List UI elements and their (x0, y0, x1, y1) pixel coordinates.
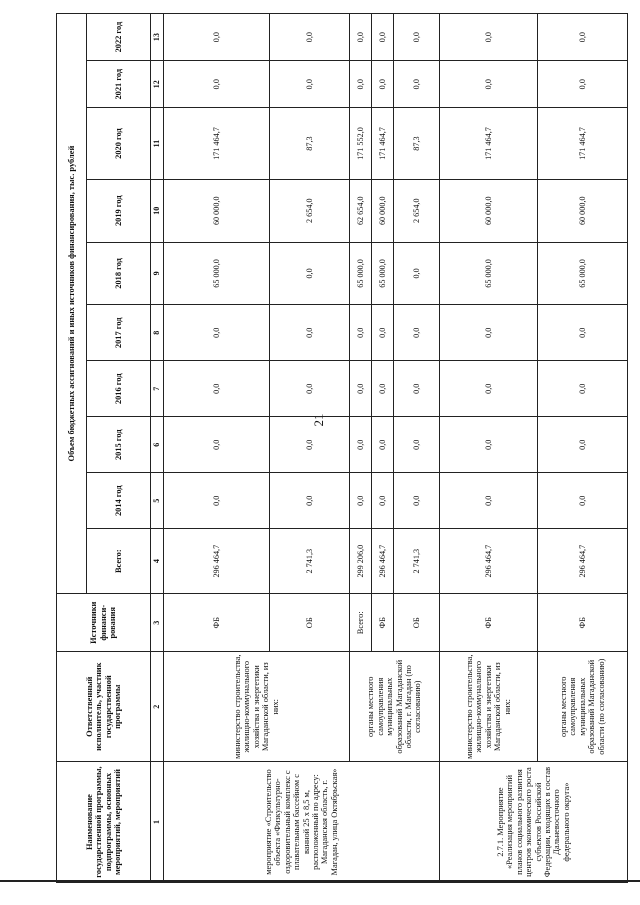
value-cell: 0,0 (440, 14, 538, 61)
value-cell: 0,0 (164, 417, 270, 473)
value-cell: 0,0 (440, 417, 538, 473)
column-index: 5 (151, 473, 164, 529)
value-cell: 60 000,0 (164, 179, 270, 242)
program-name: мероприятие «Строительство объекта «Физкультурно-оздоровительный комплекс с плавательным бассейном с ванной 25 x 8,5 м, расположенный по адресу: Магаданская область, г. Магадан, улица Октябрьская» (164, 762, 440, 883)
column-index: 7 (151, 361, 164, 417)
column-index: 13 (151, 14, 164, 61)
value-cell: 65 000,0 (372, 242, 394, 305)
value-cell: 0,0 (538, 14, 628, 61)
source-cell: ОБ (270, 594, 350, 652)
source-cell: ФБ (164, 594, 270, 652)
value-cell: 0,0 (270, 14, 350, 61)
value-cell: 87,3 (394, 108, 440, 180)
total-cell: 299 206,0 (350, 529, 372, 594)
value-cell: 0,0 (350, 61, 372, 108)
executor-cell: министерство строительства, жилищно-коммунального хозяйства и энергетики Магаданской области, из них: (164, 652, 350, 762)
value-cell: 0,0 (350, 305, 372, 361)
header-year: 2019 год (87, 179, 151, 242)
total-cell: 296 464,7 (372, 529, 394, 594)
value-cell: 0,0 (372, 473, 394, 529)
value-cell: 0,0 (440, 473, 538, 529)
column-index: 6 (151, 417, 164, 473)
value-cell: 2 654,0 (270, 179, 350, 242)
total-cell: 2 741,3 (270, 529, 350, 594)
value-cell: 0,0 (538, 473, 628, 529)
header-year: 2020 год (87, 108, 151, 180)
value-cell: 65 000,0 (440, 242, 538, 305)
source-cell: ОБ (394, 594, 440, 652)
value-cell: 0,0 (350, 361, 372, 417)
column-index: 4 (151, 529, 164, 594)
value-cell: 0,0 (270, 61, 350, 108)
value-cell: 0,0 (440, 361, 538, 417)
financing-table (56, 13, 628, 883)
source-cell: Всего: (350, 594, 372, 652)
header-year: 2022 год (87, 14, 151, 61)
source-cell: ФБ (538, 594, 628, 652)
header-year: 2016 год (87, 361, 151, 417)
header-year: 2018 год (87, 242, 151, 305)
table-row (164, 14, 270, 883)
value-cell: 0,0 (270, 417, 350, 473)
value-cell: 0,0 (350, 14, 372, 61)
rotated-table-container (56, 13, 626, 883)
value-cell: 171 464,7 (372, 108, 394, 180)
value-cell: 0,0 (350, 417, 372, 473)
header-volume: Объем бюджетных ассигнований и иных источников финансирования, тыс. рублей (57, 14, 87, 594)
column-index: 12 (151, 61, 164, 108)
column-index: 1 (151, 762, 164, 883)
value-cell: 60 000,0 (372, 179, 394, 242)
column-index: 3 (151, 594, 164, 652)
value-cell: 0,0 (394, 61, 440, 108)
value-cell: 0,0 (372, 305, 394, 361)
value-cell: 171 464,7 (538, 108, 628, 180)
header-total: Всего: (87, 529, 151, 594)
total-cell: 2 741,3 (394, 529, 440, 594)
header-executor: Ответственный исполнитель, участник государственной программы (57, 652, 151, 762)
value-cell: 62 654,0 (350, 179, 372, 242)
column-index: 10 (151, 179, 164, 242)
value-cell: 60 000,0 (440, 179, 538, 242)
value-cell: 0,0 (372, 14, 394, 61)
value-cell: 0,0 (164, 305, 270, 361)
header-name: Наименование государственной программы, подпрограммы, основных мероприятий, мероприятий (57, 762, 151, 883)
value-cell: 65 000,0 (350, 242, 372, 305)
value-cell: 0,0 (372, 61, 394, 108)
value-cell: 0,0 (270, 473, 350, 529)
value-cell: 0,0 (350, 473, 372, 529)
value-cell: 0,0 (394, 14, 440, 61)
value-cell: 2 654,0 (394, 179, 440, 242)
header-year: 2014 год (87, 473, 151, 529)
value-cell: 0,0 (538, 417, 628, 473)
value-cell: 0,0 (164, 473, 270, 529)
total-cell: 296 464,7 (538, 529, 628, 594)
value-cell: 0,0 (164, 361, 270, 417)
executor-cell: органы местного самоуправления муниципальных образований Магаданской области, г. Магадан (по согласованию) (350, 652, 440, 762)
source-cell: ФБ (372, 594, 394, 652)
value-cell: 0,0 (440, 305, 538, 361)
value-cell: 0,0 (394, 473, 440, 529)
page-bottom-rule (0, 880, 640, 882)
value-cell: 171 552,0 (350, 108, 372, 180)
value-cell: 0,0 (538, 361, 628, 417)
executor-cell: министерство строительства, жилищно-коммунального хозяйства и энергетики Магаданской области, из них: (440, 652, 538, 762)
value-cell: 0,0 (372, 361, 394, 417)
header-year: 2017 год (87, 305, 151, 361)
source-cell: ФБ (440, 594, 538, 652)
value-cell: 65 000,0 (164, 242, 270, 305)
value-cell: 65 000,0 (538, 242, 628, 305)
value-cell: 0,0 (270, 242, 350, 305)
program-name: 2.7.1. Мероприятие «Реализация мероприятий планов социального развития центров экономического роста субъектов Российской Федерации, входящих в состав Дальневосточного федерального округа» (440, 762, 628, 883)
column-index: 9 (151, 242, 164, 305)
total-cell: 296 464,7 (440, 529, 538, 594)
value-cell: 0,0 (394, 305, 440, 361)
column-index: 11 (151, 108, 164, 180)
column-index: 2 (151, 652, 164, 762)
value-cell: 0,0 (394, 417, 440, 473)
total-cell: 296 464,7 (164, 529, 270, 594)
table-row (350, 14, 372, 883)
table-row (440, 14, 538, 883)
value-cell: 87,3 (270, 108, 350, 180)
value-cell: 171 464,7 (164, 108, 270, 180)
value-cell: 60 000,0 (538, 179, 628, 242)
header-year: 2015 год (87, 417, 151, 473)
value-cell: 0,0 (394, 242, 440, 305)
value-cell: 0,0 (538, 61, 628, 108)
value-cell: 0,0 (372, 417, 394, 473)
column-index: 8 (151, 305, 164, 361)
value-cell: 171 464,7 (440, 108, 538, 180)
value-cell: 0,0 (270, 305, 350, 361)
value-cell: 0,0 (164, 61, 270, 108)
column-index-row (151, 14, 164, 883)
value-cell: 0,0 (538, 305, 628, 361)
value-cell: 0,0 (440, 61, 538, 108)
header-year: 2021 год (87, 61, 151, 108)
executor-cell: органы местного самоуправления муниципальных образований Магаданской области (по согласованию) (538, 652, 628, 762)
header-source: Источники финанси-рования (57, 594, 151, 652)
value-cell: 0,0 (394, 361, 440, 417)
page-number: 21 (311, 413, 326, 427)
value-cell: 0,0 (270, 361, 350, 417)
table-row (538, 14, 628, 883)
value-cell: 0,0 (164, 14, 270, 61)
